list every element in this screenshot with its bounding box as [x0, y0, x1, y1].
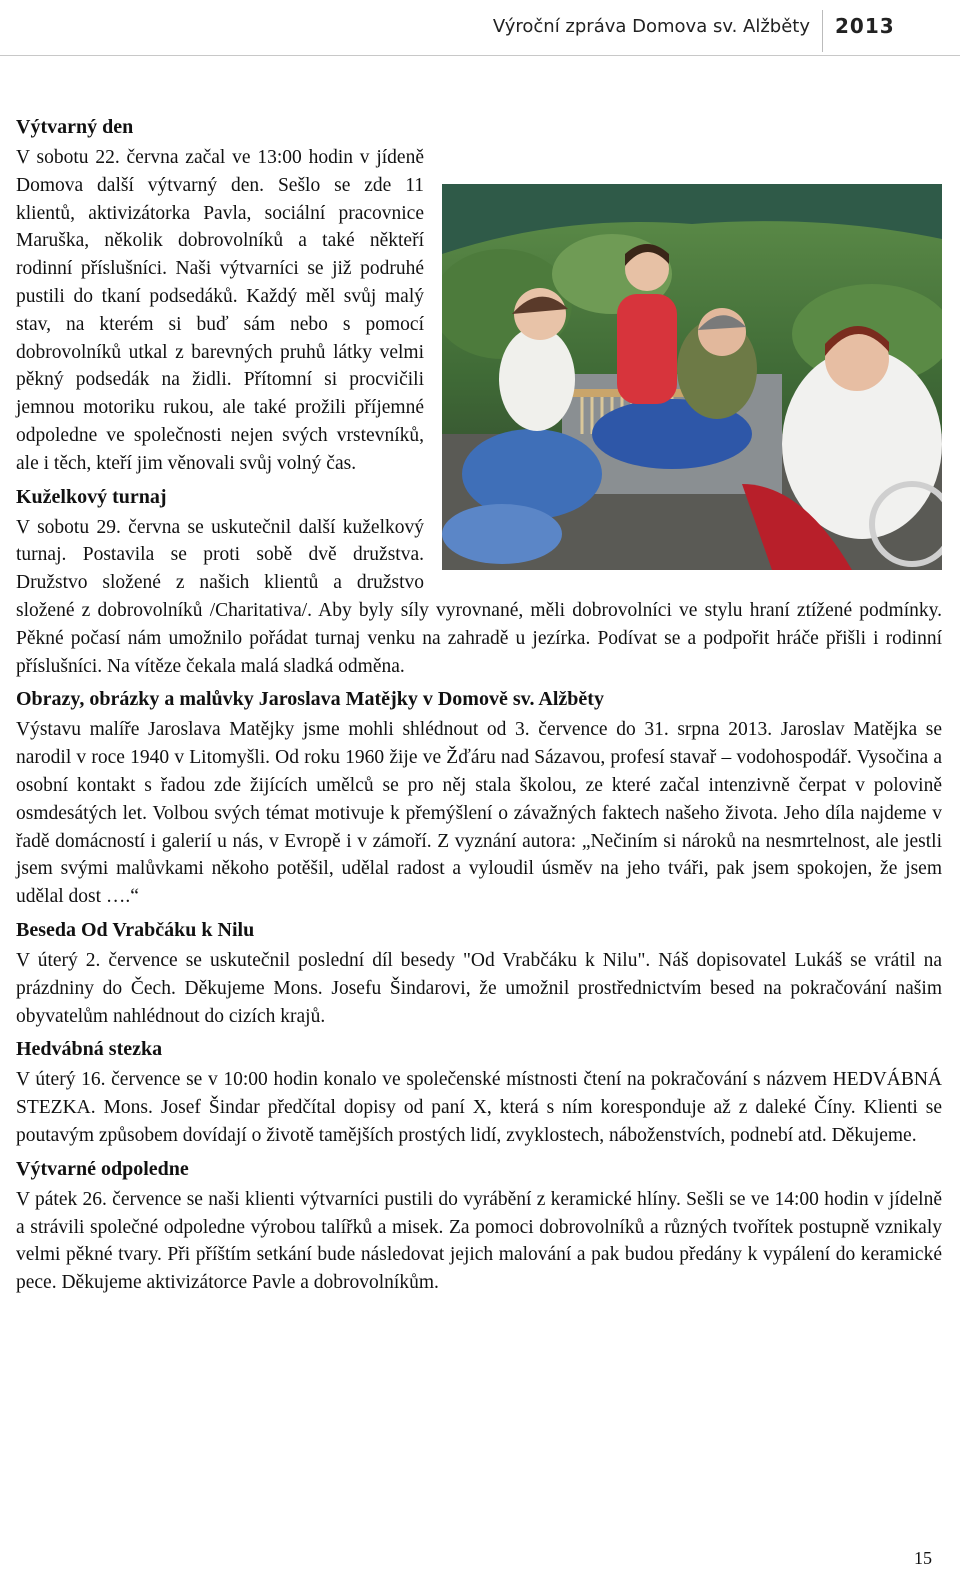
section-text: V úterý 2. července se uskutečnil poslední díl besedy "Od Vrabčáku k Nilu". Náš dopisovatel Lukáš se vrátil na prázdniny do Čech. Děkujeme Mons. Josefu Šindarovi, že umožnil prostřednictvím besed na pokračování našim obyvatelům nahlédnout do cizích krajů.	[16, 949, 942, 1027]
section-hedvabna-stezka	[16, 1034, 942, 1149]
section-heading: Obrazy, obrázky a malůvky Jaroslava Matějky v Domově sv. Alžběty	[16, 688, 604, 711]
section-text: V pátek 26. července se naši klienti výtvarníci pustili do vyrábění z keramické hlíny. Sešli se ve 14:00 hodin v jídelně a strávili společné odpoledne výrobou talířků a misek. Za pomoci dobrovolníků a různých tvořítek postupně vznikaly velmi pěkné tvary. Při příštím setkání bude následovat jejich malování a pak budou předány k vypálení do keramické pece. Děkujeme aktivizátorce Pavle a dobrovolníkům.	[16, 1188, 942, 1294]
section-text: V sobotu 29. června se uskutečnil další kuželkový turnaj. Postavila se proti sobě dvě družstva. Družstvo složené z našich klientů a družstvo složené z dobrovolníků /Charitativa/. Aby byly síly vyrovnané, měli dobrovolníci ve stylu hraní ztížené podmínky. Pěkné počasí nám umožnilo pořádat turnaj venku na zahradě u jezírka. Podívat se a podpořit hráče přišli i rodinní příslušníci. Na vítěze čekala malá sladká odměna.	[16, 516, 942, 677]
page-content	[16, 112, 942, 1297]
page-number: 15	[914, 1548, 932, 1568]
section-vytvarne-odpoledne	[16, 1154, 942, 1297]
section-beseda	[16, 915, 942, 1030]
section-heading: Beseda Od Vrabčáku k Nilu	[16, 918, 255, 941]
section-heading: Hedvábná stezka	[16, 1038, 163, 1061]
page-header	[0, 0, 960, 60]
weaving-photo-image	[442, 184, 942, 570]
header-rule	[0, 55, 960, 56]
header-divider	[822, 10, 823, 52]
weaving-photo	[442, 184, 942, 570]
section-obrazy-matejka	[16, 684, 942, 911]
report-year: 2013	[835, 14, 895, 38]
section-heading: Kuželkový turnaj	[16, 485, 167, 508]
section-vytvarny-den	[16, 112, 942, 478]
section-text: V úterý 16. července se v 10:00 hodin konalo ve společenské místnosti čtení na pokračování s názvem HEDVÁBNÁ STEZKA. Mons. Josef Šindar předčítal dopisy od paní X, která s ním koresponduje až z daleké Číny. Klienti se poutavým způsobem dovídají o životě tamějších prostých lidí, zvyklostech, náboženstvích, podnebí atd. Děkujeme.	[16, 1069, 942, 1146]
section-text: Výstavu malíře Jaroslava Matějky jsme mohli shlédnout od 3. července do 31. srpna 2013. Jaroslav Matějka se narodil v roce 1940 v Litomyšli. Od roku 1960 žije ve Žďáru nad Sázavou, profesí stavař – vodohospodář. Vysočina a osobní kontakt s řadou zde žijících umělců se pro něj stala školou, ze které začal intenzivně čerpat v polovině osmdesátých let. Volbou svých témat motivuje k přemýšlení o závažných faktech našeho života. Jeho díla najdeme v řadě domácností i galerií u nás, v Evropě i v zámoří. Z vyznání autora: „Nečiním si nároků na nesmrtelnost, ale jestli jsem svými malůvkami někoho potěšil, udělal radost a vyloudil úsměv na jeho tváři, pak jsem spokojen, že jsem udělal dost ….“	[16, 719, 942, 908]
section-heading: Výtvarný den	[16, 116, 134, 138]
section-heading: Výtvarné odpoledne	[16, 1157, 189, 1180]
report-title: Výroční zpráva Domova sv. Alžběty	[492, 16, 810, 37]
section-text: V sobotu 22. června začal ve 13:00 hodin v jídeně Domova další výtvarný den. Sešlo se zde 11 klientů, aktivizátorka Pavla, sociální pracovnice Maruška, několik dobrovolníků a také někteří rodinní příslušníci. Naši výtvarníci se již podruhé pustili do tkaní podsedáků. Každý měl svůj malý stav, na kterém si buď sám nebo s pomocí dobrovolníků utkal z barevných pruhů látky velmi pěkný podsedák na židli. Přítomní si procvičili jemnou motoriku rukou, ale také prožili příjemné odpoledne ve společnosti nejen svých vrstevníků, ale i těch, kteří jim věnovali svůj volný čas.	[16, 147, 424, 474]
